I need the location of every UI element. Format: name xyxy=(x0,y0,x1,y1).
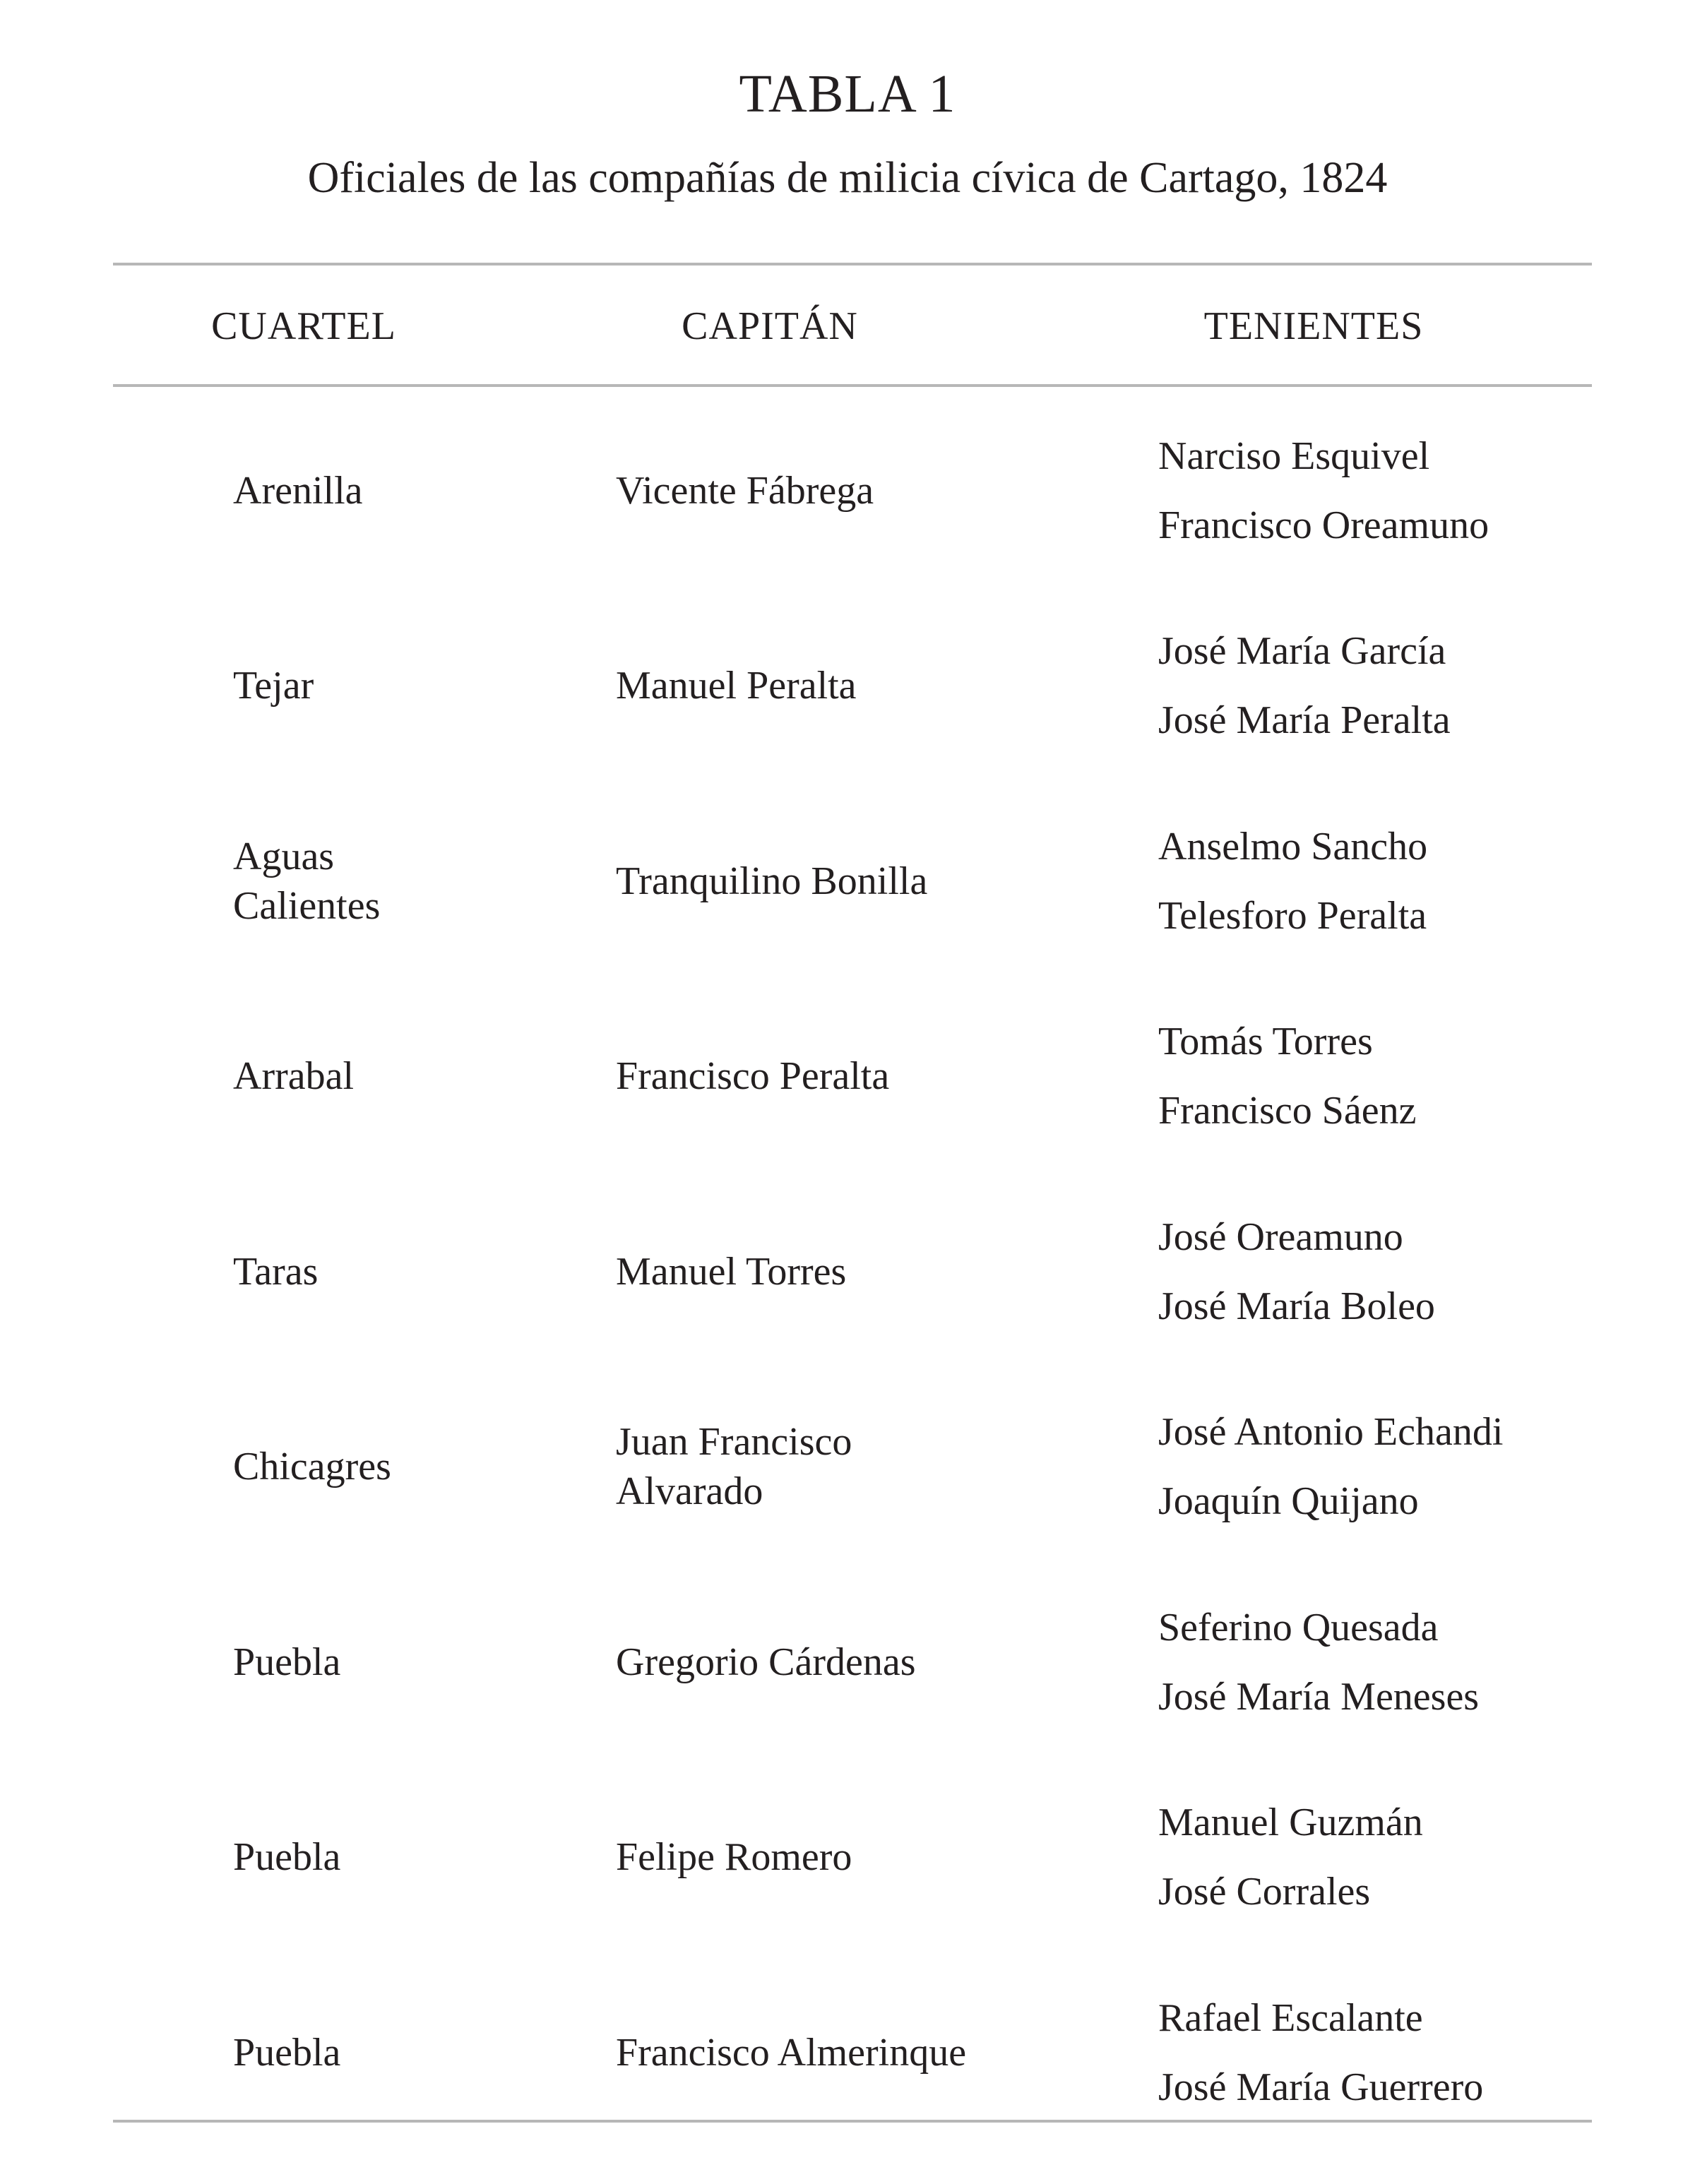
cell-capitan xyxy=(616,784,1110,977)
bottom-rule xyxy=(113,2120,1592,2123)
cell-tenientes-line: José Antonio Echandi xyxy=(1158,1410,1504,1454)
cell-capitan xyxy=(616,1371,1110,1563)
cell-tenientes xyxy=(1158,1761,1624,1954)
table-row xyxy=(0,1565,1695,1758)
cell-cuartel xyxy=(233,1371,572,1563)
cell-tenientes xyxy=(1158,590,1624,782)
cell-cuartel-line: Puebla xyxy=(233,1640,341,1684)
cell-cuartel xyxy=(233,980,572,1173)
table-row xyxy=(0,394,1695,587)
cell-tenientes xyxy=(1158,1565,1624,1758)
cell-tenientes-line: Rafael Escalante xyxy=(1158,1995,1423,2040)
header-cuartel: CUARTEL xyxy=(211,304,396,348)
header-rule xyxy=(113,384,1592,387)
cell-cuartel xyxy=(233,1761,572,1954)
cell-capitan xyxy=(616,1761,1110,1954)
cell-cuartel xyxy=(233,590,572,782)
cell-tenientes-line: Narciso Esquivel xyxy=(1158,434,1430,478)
cell-capitan-line: Manuel Torres xyxy=(616,1249,847,1294)
cell-tenientes xyxy=(1158,1175,1624,1368)
header-capitan: CAPITÁN xyxy=(682,304,858,348)
cell-cuartel xyxy=(233,784,572,977)
cell-tenientes-line: Telesforo Peralta xyxy=(1158,893,1427,938)
table-title: TABLA 1 xyxy=(739,64,956,124)
cell-tenientes xyxy=(1158,394,1624,587)
cell-tenientes-line: Anselmo Sancho xyxy=(1158,824,1428,869)
cell-tenientes-line: Tomás Torres xyxy=(1158,1020,1373,1063)
cell-tenientes-line: Seferino Quesada xyxy=(1158,1605,1439,1649)
cell-capitan-line: Francisco Peralta xyxy=(616,1054,890,1098)
cell-capitan-line: Francisco Almerinque xyxy=(616,2030,967,2075)
cell-tenientes-line: José María Peralta xyxy=(1158,698,1451,742)
cell-tenientes xyxy=(1158,784,1624,977)
cell-cuartel-line: Chicagres xyxy=(233,1445,391,1488)
cell-cuartel xyxy=(233,394,572,587)
cell-tenientes-line: José María García xyxy=(1158,629,1446,673)
cell-tenientes-line: José María Boleo xyxy=(1158,1284,1435,1328)
cell-capitan xyxy=(616,1565,1110,1758)
cell-cuartel-line: Calientes xyxy=(233,883,381,928)
cell-tenientes xyxy=(1158,1371,1624,1563)
cell-cuartel-line: Arenilla xyxy=(233,468,363,513)
table-subtitle: Oficiales de las compañías de milicia cívica de Cartago, 1824 xyxy=(307,154,1388,202)
cell-capitan-line: Tranquilino Bonilla xyxy=(616,859,928,903)
cell-tenientes-line: José Corrales xyxy=(1158,1870,1371,1914)
cell-tenientes-line: Francisco Sáenz xyxy=(1158,1089,1417,1133)
top-rule xyxy=(113,263,1592,265)
header-tenientes: TENIENTES xyxy=(1203,304,1424,348)
cell-capitan-line: Juan Francisco xyxy=(616,1420,852,1464)
cell-capitan xyxy=(616,1175,1110,1368)
cell-tenientes-line: José María Guerrero xyxy=(1158,2065,1484,2109)
cell-tenientes-line: José Oreamuno xyxy=(1158,1215,1403,1259)
cell-capitan-line: Alvarado xyxy=(616,1469,763,1513)
cell-capitan xyxy=(616,590,1110,782)
cell-tenientes-line: José María Meneses xyxy=(1158,1674,1480,1719)
cell-tenientes-line: Joaquín Quijano xyxy=(1158,1479,1419,1523)
table-row xyxy=(0,1761,1695,1954)
cell-capitan-line: Gregorio Cárdenas xyxy=(616,1640,916,1684)
cell-cuartel-line: Puebla xyxy=(233,1835,341,1879)
cell-capitan-line: Manuel Peralta xyxy=(616,664,857,708)
table-row xyxy=(0,590,1695,782)
cell-cuartel-line: Puebla xyxy=(233,2030,341,2075)
cell-cuartel xyxy=(233,1565,572,1758)
cell-capitan-line: Vicente Fábrega xyxy=(616,468,874,513)
table-row xyxy=(0,980,1695,1173)
cell-tenientes-line: Francisco Oreamuno xyxy=(1158,503,1489,547)
cell-capitan-line: Felipe Romero xyxy=(616,1835,852,1879)
table-row xyxy=(0,1175,1695,1368)
cell-cuartel xyxy=(233,1175,572,1368)
cell-cuartel-line: Tejar xyxy=(233,664,314,708)
cell-cuartel-line: Aguas xyxy=(233,834,335,878)
cell-cuartel-line: Taras xyxy=(233,1249,319,1294)
cell-tenientes-line: Manuel Guzmán xyxy=(1158,1801,1423,1844)
cell-capitan xyxy=(616,394,1110,587)
table-row xyxy=(0,784,1695,977)
cell-tenientes xyxy=(1158,980,1624,1173)
cell-cuartel-line: Arrabal xyxy=(233,1054,355,1098)
cell-capitan xyxy=(616,980,1110,1173)
table-row xyxy=(0,1371,1695,1563)
